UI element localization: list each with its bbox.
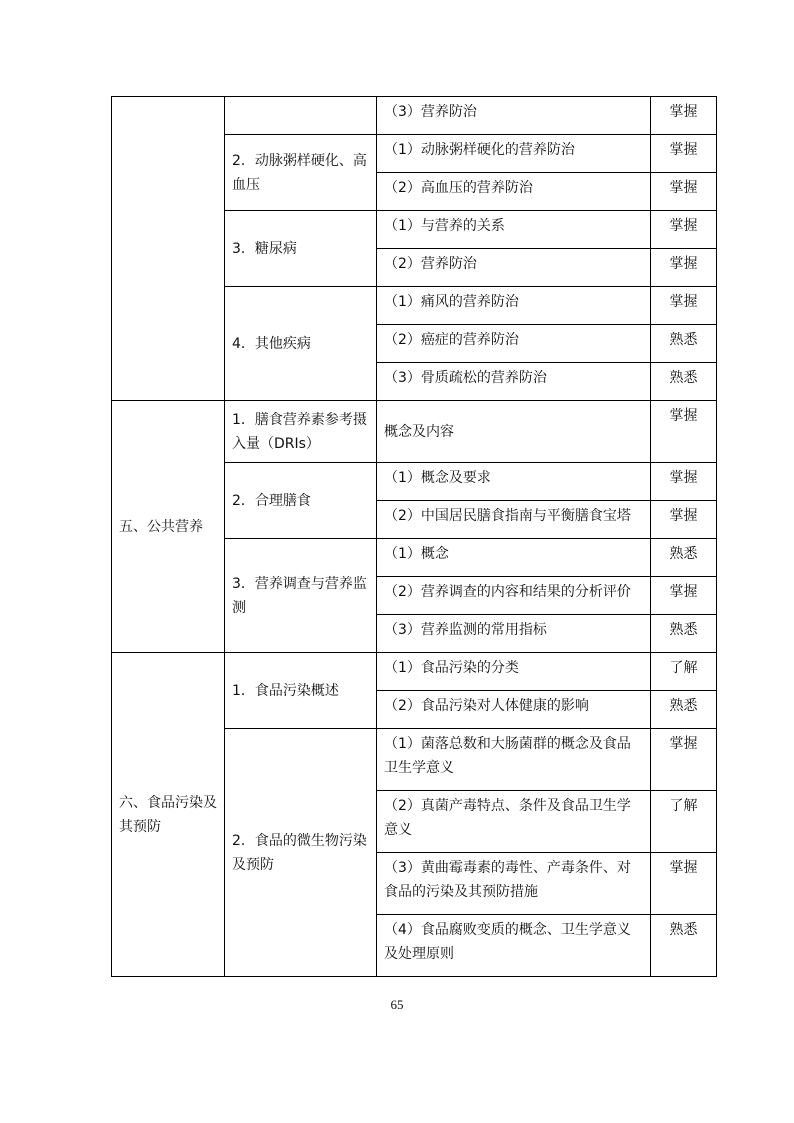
unit-cell: 4．其他疾病: [225, 287, 377, 401]
content-cell: （3）营养防治: [377, 97, 651, 135]
unit-cell: 3．营养调查与营养监测: [225, 539, 377, 653]
table-row: [112, 97, 717, 135]
table-row: [112, 653, 717, 691]
level-cell: 掌握: [651, 501, 717, 539]
content-cell: （1）概念及要求: [377, 463, 651, 501]
level-cell: 了解: [651, 653, 717, 691]
content-cell: （2）真菌产毒特点、条件及食品卫生学意义: [377, 791, 651, 853]
content-cell: （3）骨质疏松的营养防治: [377, 363, 651, 401]
content-cell: （2）癌症的营养防治: [377, 325, 651, 363]
level-cell: 掌握: [651, 211, 717, 249]
content-cell: （4）食品腐败变质的概念、卫生学意义及处理原则: [377, 915, 651, 977]
level-cell: 熟悉: [651, 615, 717, 653]
content-cell: （1）动脉粥样硬化的营养防治: [377, 135, 651, 173]
level-cell: 掌握: [651, 173, 717, 211]
level-cell: 掌握: [651, 135, 717, 173]
content-cell: （1）食品污染的分类: [377, 653, 651, 691]
unit-cell: [225, 97, 377, 135]
unit-cell: 2．合理膳食: [225, 463, 377, 539]
level-cell: 掌握: [651, 729, 717, 791]
level-cell: 掌握: [651, 287, 717, 325]
level-cell: 掌握: [651, 401, 717, 463]
content-cell: （2）食品污染对人体健康的影响: [377, 691, 651, 729]
content-cell: 概念及内容: [377, 401, 651, 463]
table-row: [112, 401, 717, 463]
content-cell: （2）营养防治: [377, 249, 651, 287]
section-cell: [112, 97, 225, 401]
level-cell: 熟悉: [651, 691, 717, 729]
content-cell: （2）高血压的营养防治: [377, 173, 651, 211]
section-cell: 六、食品污染及其预防: [112, 653, 225, 977]
page-number: 65: [390, 997, 404, 1012]
content-cell: （2）营养调查的内容和结果的分析评价: [377, 577, 651, 615]
unit-cell: 3．糖尿病: [225, 211, 377, 287]
unit-cell: 1．食品污染概述: [225, 653, 377, 729]
content-cell: （2）中国居民膳食指南与平衡膳食宝塔: [377, 501, 651, 539]
content-cell: （3）营养监测的常用指标: [377, 615, 651, 653]
level-cell: 熟悉: [651, 363, 717, 401]
content-cell: （3）黄曲霉毒素的毒性、产毒条件、对食品的污染及其预防措施: [377, 853, 651, 915]
unit-cell: 2．食品的微生物污染及预防: [225, 729, 377, 977]
content-cell: （1）概念: [377, 539, 651, 577]
unit-cell: 1．膳食营养素参考摄入量（DRIs）: [225, 401, 377, 463]
level-cell: 熟悉: [651, 325, 717, 363]
level-cell: 了解: [651, 791, 717, 853]
level-cell: 掌握: [651, 853, 717, 915]
level-cell: 掌握: [651, 249, 717, 287]
level-cell: 掌握: [651, 97, 717, 135]
level-cell: 掌握: [651, 577, 717, 615]
level-cell: 熟悉: [651, 915, 717, 977]
syllabus-table: [111, 96, 717, 977]
unit-cell: 2．动脉粥样硬化、高血压: [225, 135, 377, 211]
level-cell: 熟悉: [651, 539, 717, 577]
section-cell: 五、公共营养: [112, 401, 225, 653]
content-cell: （1）痛风的营养防治: [377, 287, 651, 325]
level-cell: 掌握: [651, 463, 717, 501]
content-cell: （1）与营养的关系: [377, 211, 651, 249]
content-cell: （1）菌落总数和大肠菌群的概念及食品卫生学意义: [377, 729, 651, 791]
